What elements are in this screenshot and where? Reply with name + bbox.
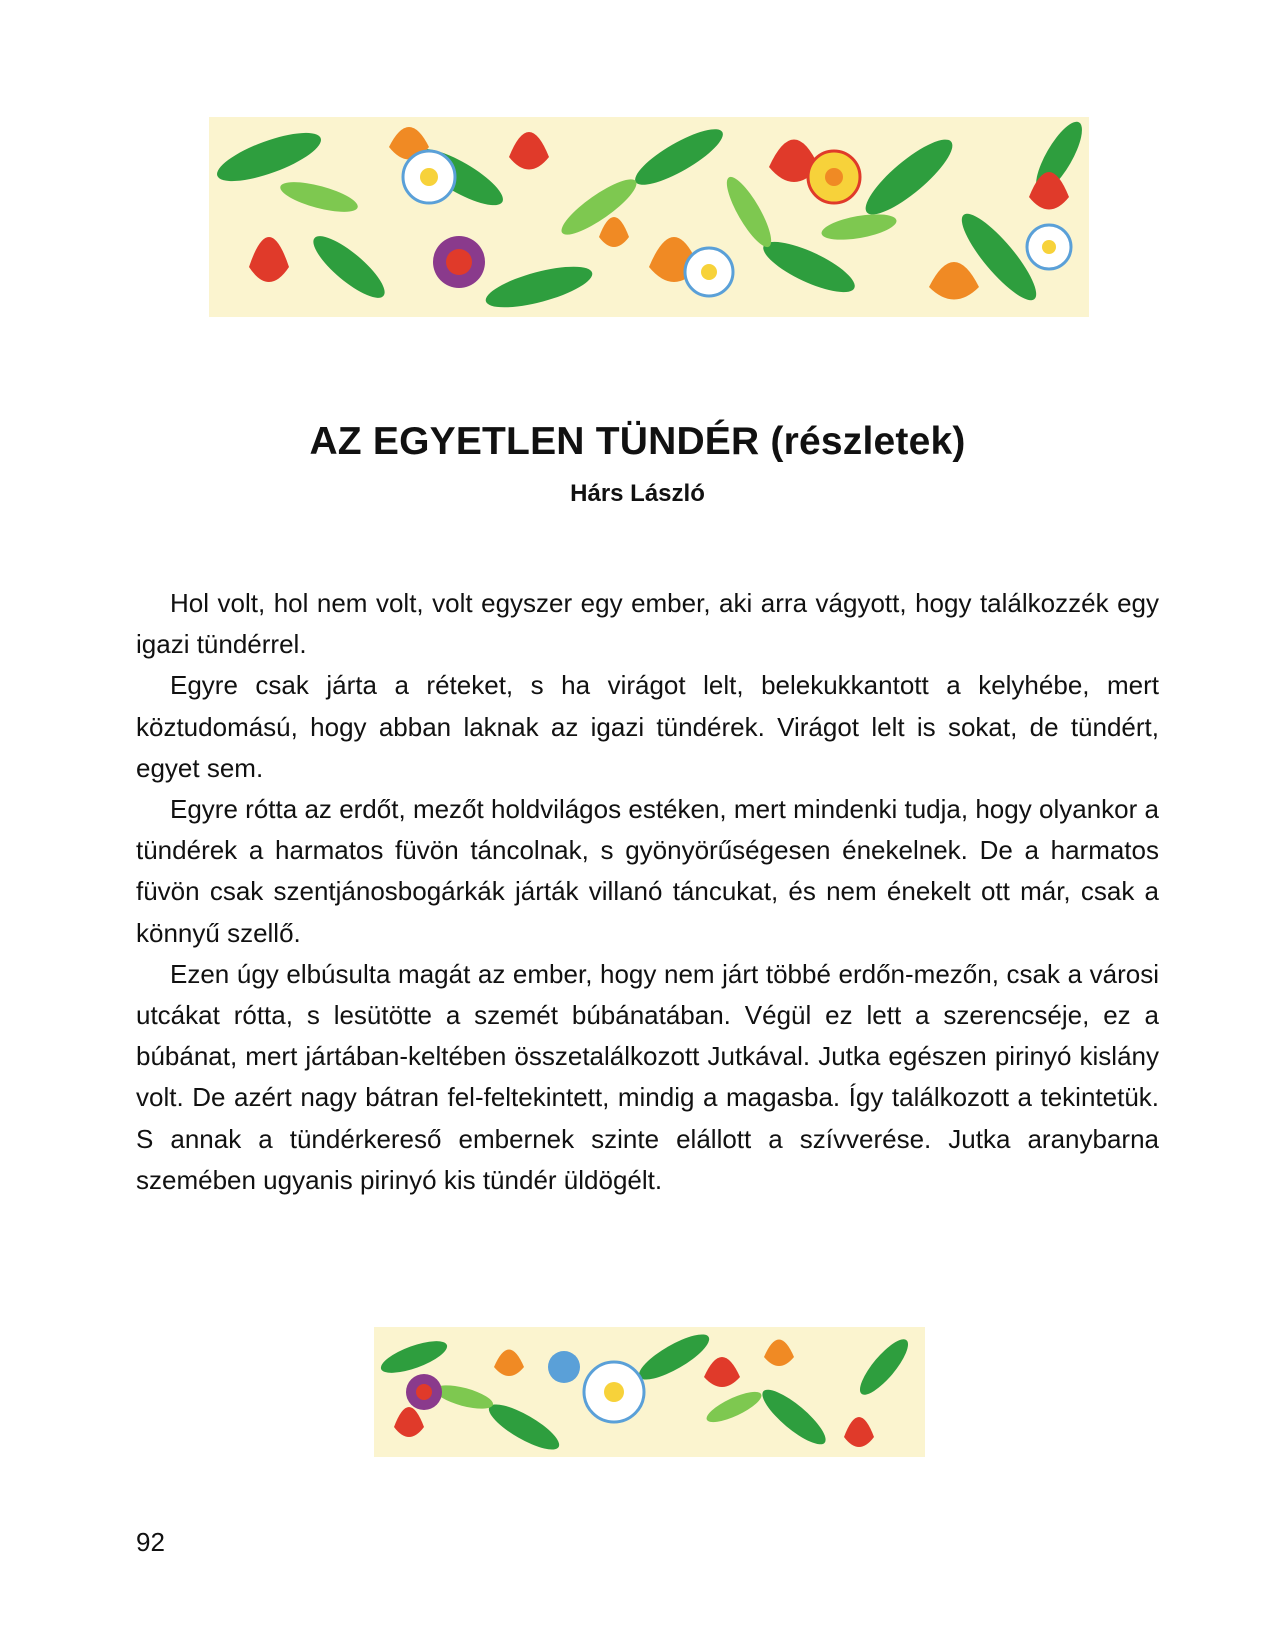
paragraph: Egyre rótta az erdőt, mezőt holdvilágos estéken, mert mindenki tudja, hogy olyankor a tündérek a harmatos füvön táncolnak, s gyönyörűségesen énekelnek. De a harmatos füvön csak szentjánosbogárkák járták villanó táncukat, és nem énekelt ott már, csak a könnyű szellő. <box>136 794 1159 948</box>
paragraph: Ezen úgy elbúsulta magát az ember, hogy nem járt többé erdőn-mezőn, csak a városi utcákat rótta, s lesütötte a szemét búbánatában. Végül ez lett a szerencséje, ez a búbánat, mert jártában-keltében összetalálkozott Jutkával. Jutka egészen pirinyó kislány volt. De azért nagy bátran fel-feltekintett, mindig a magasba. Így találkozott a tekintetük. S annak a tündérkereső embernek szinte elállott a szívverése. Jutka aranybarna szemében ugyanis pirinyó kis tündér üldögélt. <box>136 958 1159 1195</box>
story-text <box>136 583 1159 1201</box>
floral-ornament-bottom <box>374 1327 925 1457</box>
author-name: Hárs László <box>570 480 705 507</box>
floral-ornament-top <box>209 117 1089 317</box>
paragraph: Egyre csak járta a réteket, s ha virágot lelt, belekukkantott a kelyhébe, mert köztudomású, hogy abban laknak az igazi tündérek. Virágot lelt is sokat, de tündért, egyet sem. <box>136 670 1159 783</box>
page-title: AZ EGYETLEN TÜNDÉR (részletek) <box>309 420 966 463</box>
page-number: 92 <box>136 1527 165 1557</box>
paragraph: Hol volt, hol nem volt, volt egyszer egy ember, aki arra vágyott, hogy találkozzék egy igazi tündérrel. <box>136 588 1159 660</box>
